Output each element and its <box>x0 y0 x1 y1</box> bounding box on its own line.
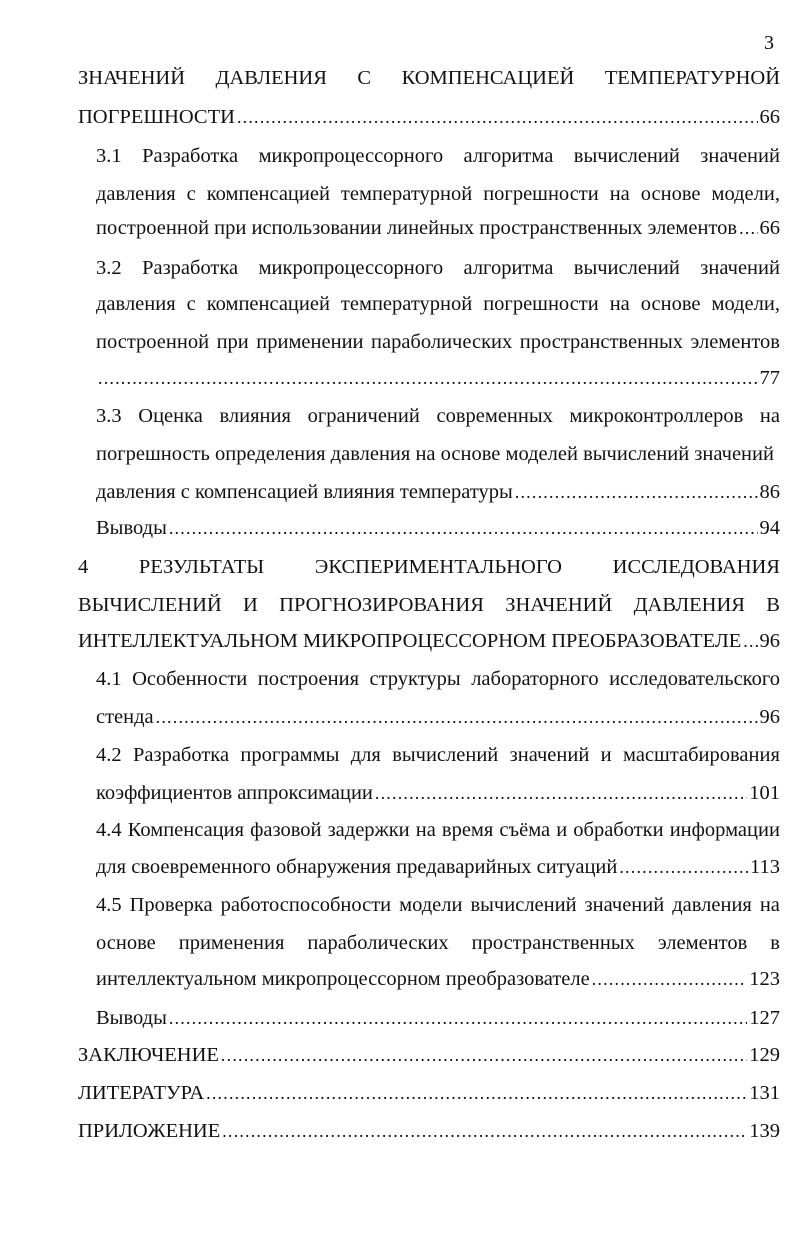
word: элементов <box>657 932 748 954</box>
toc-page-number: 96 <box>759 706 780 728</box>
word: алгоритма <box>463 145 554 167</box>
word: построенной <box>96 331 210 353</box>
word: на <box>759 894 780 916</box>
word: КОМПЕНСАЦИЕЙ <box>401 67 575 89</box>
toc-entry-conclusions-4[interactable] <box>96 1004 780 1032</box>
toc-page-number: 127 <box>749 1007 780 1029</box>
toc-title: давления с компенсацией влияния температуры <box>96 481 513 503</box>
word: влияния <box>219 405 291 427</box>
word: основе <box>96 932 156 954</box>
word: значений <box>700 145 780 167</box>
word: давления <box>672 894 752 916</box>
leader-dots <box>169 1004 747 1032</box>
word: Особенности <box>132 668 248 690</box>
word: Разработка <box>142 257 239 279</box>
word: ЗНАЧЕНИЙ <box>78 67 186 89</box>
toc-title: ПРИЛОЖЕНИЕ <box>78 1120 221 1142</box>
word: с <box>186 293 196 315</box>
leader-dots <box>98 364 758 392</box>
toc-4-1-line-1 <box>96 665 780 693</box>
toc-title: ЗАКЛЮЧЕНИЕ <box>78 1044 219 1066</box>
word: на <box>759 405 780 427</box>
leader-dots <box>221 1041 747 1069</box>
word: 4.1 <box>96 668 122 690</box>
word: съёма <box>499 819 551 841</box>
word: значений <box>584 894 665 916</box>
word: И <box>243 594 258 616</box>
word: пространственных <box>519 331 684 353</box>
toc-entry-appendix[interactable] <box>78 1117 780 1145</box>
word: ЗНАЧЕНИЙ <box>505 594 613 616</box>
word: построения <box>257 668 360 690</box>
toc-chapter-3-title-line-1 <box>78 64 780 92</box>
toc-3-2-line-2 <box>96 290 780 318</box>
toc-entry-conclusion[interactable] <box>78 1041 780 1069</box>
toc-chapter-4-line-3 <box>78 627 780 655</box>
word: РЕЗУЛЬТАТЫ <box>138 556 265 578</box>
toc-4-2-line-1 <box>96 741 780 769</box>
word: масштабирования <box>623 744 780 766</box>
leader-dots <box>515 478 758 506</box>
toc-title: Выводы <box>96 1007 167 1029</box>
toc-3-1-line-1 <box>96 142 780 170</box>
toc-title: коэффициентов аппроксимации <box>96 782 373 804</box>
word: обработки <box>573 819 664 841</box>
toc-chapter-4-line-2 <box>78 591 780 619</box>
toc-page-number: 139 <box>749 1120 780 1142</box>
word: вычислений <box>392 744 499 766</box>
word: погрешности <box>483 183 599 205</box>
leader-dots <box>375 779 747 807</box>
word: ТЕМПЕРАТУРНОЙ <box>604 67 780 89</box>
word: современных <box>436 405 553 427</box>
word: время <box>441 819 494 841</box>
toc-page-number: 77 <box>759 367 780 389</box>
leader-dots <box>592 965 748 993</box>
word: работоспособности <box>220 894 392 916</box>
word: 3.3 <box>96 405 122 427</box>
word: ИССЛЕДОВАНИЯ <box>612 556 780 578</box>
toc-4-1-line-2 <box>96 703 780 731</box>
toc-title: интеллектуальном микропроцессорном преобразователе <box>96 968 590 990</box>
word: фазовой <box>250 819 322 841</box>
toc-title: ИНТЕЛЛЕКТУАЛЬНОМ МИКРОПРОЦЕССОРНОМ ПРЕОБРАЗОВАТЕЛЕ <box>78 630 742 652</box>
toc-page-number: 123 <box>749 968 780 990</box>
toc-title: построенной при использовании линейных пространственных элементов <box>96 217 738 239</box>
word: алгоритма <box>463 257 554 279</box>
word: значений <box>700 257 780 279</box>
word: информации <box>669 819 780 841</box>
toc-entry-conclusions-3[interactable] <box>96 514 780 542</box>
toc-chapter-4-line-1 <box>78 553 780 581</box>
word: исследовательского <box>609 668 780 690</box>
word: применения <box>178 932 285 954</box>
word: ДАВЛЕНИЯ <box>633 594 745 616</box>
word: основе <box>640 293 701 315</box>
toc-4-4-line-2 <box>96 853 780 881</box>
word: давления <box>96 183 176 205</box>
toc-entry-literature[interactable] <box>78 1079 780 1107</box>
word: С <box>357 67 372 89</box>
toc-page-number: 86 <box>759 481 780 503</box>
toc-page-number: 94 <box>759 517 780 539</box>
page-number: 3 <box>764 32 774 54</box>
toc-title: ЛИТЕРАТУРА <box>78 1082 205 1104</box>
word: ограничений <box>307 405 420 427</box>
word: в <box>770 932 780 954</box>
toc-page-number: 131 <box>749 1082 780 1104</box>
word: 3.1 <box>96 145 122 167</box>
word: Разработка <box>142 145 239 167</box>
word: и <box>556 819 568 841</box>
word: значений <box>509 744 590 766</box>
toc-4-5-line-3 <box>96 965 780 993</box>
word: параболических <box>371 331 513 353</box>
toc-3-3-line-1 <box>96 402 780 430</box>
word: применении <box>256 331 364 353</box>
word: 4.2 <box>96 744 122 766</box>
toc-title: Выводы <box>96 517 167 539</box>
word: модели, <box>711 183 780 205</box>
word: компенсацией <box>206 183 330 205</box>
word: компенсацией <box>206 293 330 315</box>
toc-page-number: 129 <box>749 1044 780 1066</box>
leader-dots <box>739 214 757 242</box>
word: на <box>415 819 436 841</box>
toc-title: для своевременного обнаружения предаварийных ситуаций <box>96 856 618 878</box>
toc-4-5-line-1 <box>96 891 780 919</box>
word: модели, <box>711 293 780 315</box>
toc-3-3-line-2: погрешность определения давления на основе моделей вычислений значений <box>96 443 774 465</box>
word: параболических <box>307 932 449 954</box>
word: Оценка <box>138 405 203 427</box>
leader-dots <box>222 1117 747 1145</box>
word: лабораторного <box>471 668 599 690</box>
toc-4-4-line-1 <box>96 816 780 844</box>
leader-dots <box>206 1079 747 1107</box>
word: элементов <box>690 331 780 353</box>
toc-title: стенда <box>96 706 154 728</box>
word: Компенсация <box>127 819 245 841</box>
word: на <box>609 183 630 205</box>
word: 4.4 <box>96 819 122 841</box>
word: 3.2 <box>96 257 122 279</box>
leader-dots <box>619 853 748 881</box>
word: погрешности <box>483 293 599 315</box>
word: ПРОГНОЗИРОВАНИЯ <box>279 594 484 616</box>
toc-page-number: 66 <box>759 217 780 239</box>
toc-3-3-line-3 <box>96 478 780 506</box>
word: вычислений <box>573 257 680 279</box>
word: микропроцессорного <box>258 145 444 167</box>
toc-3-1-line-3 <box>96 214 780 242</box>
word: вычислений <box>573 145 680 167</box>
toc-3-1-line-2 <box>96 180 780 208</box>
toc-page-number: 66 <box>759 106 780 128</box>
word: температурной <box>340 183 473 205</box>
leader-dots <box>169 514 758 542</box>
word: ДАВЛЕНИЯ <box>215 67 327 89</box>
word: Проверка <box>129 894 213 916</box>
toc-page-number: 96 <box>759 630 780 652</box>
word: микроконтроллеров <box>569 405 744 427</box>
toc-4-5-line-2 <box>96 929 780 957</box>
word: структуры <box>369 668 461 690</box>
toc-title: ПОГРЕШНОСТИ <box>78 106 235 128</box>
word: 4.5 <box>96 894 122 916</box>
toc-3-2-line-3 <box>96 328 780 356</box>
toc-4-2-line-2 <box>96 779 780 807</box>
toc-page-number: 113 <box>750 856 780 878</box>
word: вычислений <box>470 894 577 916</box>
word: и <box>600 744 612 766</box>
word: ЭКСПЕРИМЕНТАЛЬНОГО <box>314 556 562 578</box>
word: основе <box>640 183 701 205</box>
leader-dots <box>237 103 758 131</box>
word: модели <box>399 894 463 916</box>
word: температурной <box>340 293 473 315</box>
leader-dots <box>156 703 758 731</box>
word: с <box>186 183 196 205</box>
leader-dots <box>743 627 757 655</box>
word: для <box>350 744 381 766</box>
word: микропроцессорного <box>258 257 444 279</box>
word: 4 <box>78 556 89 578</box>
word: программы <box>240 744 340 766</box>
word: при <box>216 331 249 353</box>
toc-3-2-line-4 <box>96 364 780 392</box>
toc-chapter-3-title-line-2 <box>78 103 780 131</box>
word: на <box>609 293 630 315</box>
word: задержки <box>327 819 410 841</box>
toc-3-2-line-1 <box>96 254 780 282</box>
toc-page-number: 101 <box>749 782 780 804</box>
word: ВЫЧИСЛЕНИЙ <box>78 594 222 616</box>
word: давления <box>96 293 176 315</box>
word: В <box>766 594 780 616</box>
word: пространственных <box>471 932 635 954</box>
word: Разработка <box>132 744 230 766</box>
